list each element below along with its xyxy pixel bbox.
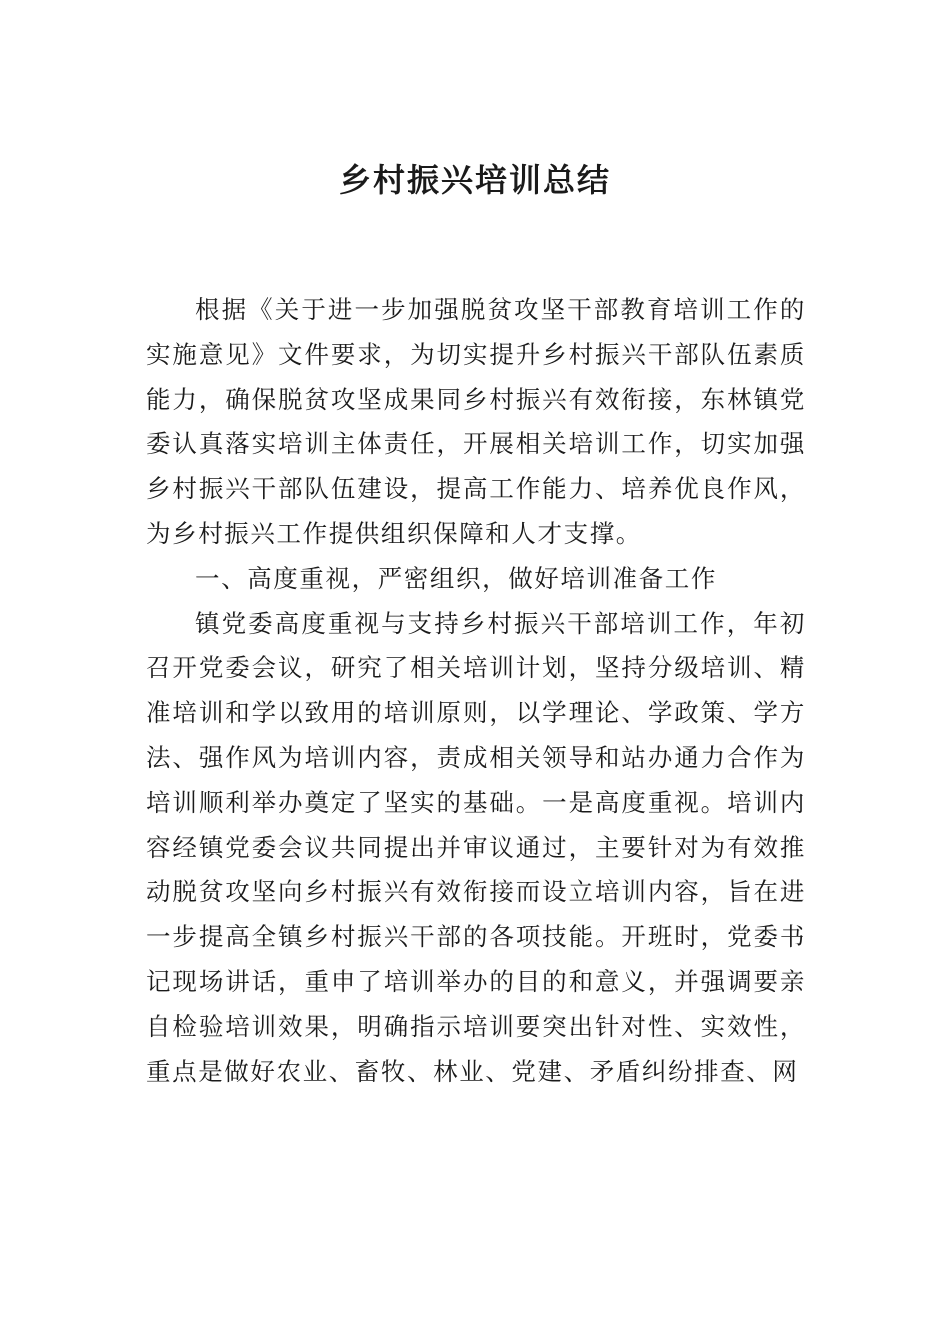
paragraph-section-1: 镇党委高度重视与支持乡村振兴干部培训工作，年初召开党委会议，研究了相关培训计划，坚持分级培训、精准培训和学以致用的培训原则，以学理论、学政策、学方法、强作风为培训内容，责成相关领导和站办通力合作为培训顺利举办奠定了坚实的基础。一是高度重视。培训内容经镇党委会议共同提出并审议通过，主要针对为有效推动脱贫攻坚向乡村振兴有效衔接而设立培训内容，旨在进一步提高全镇乡村振兴干部的各项技能。开班时，党委书记现场讲话，重申了培训举办的目的和意义，并强调要亲自检验培训效果，明确指示培训要突出针对性、实效性，重点是做好农业、畜牧、林业、党建、矛盾纠纷排查、网 — [146, 608, 806, 1086]
section-heading-1: 一、高度重视，严密组织，做好培训准备工作 — [195, 563, 717, 593]
paragraph-intro: 根据《关于进一步加强脱贫攻坚干部教育培训工作的实施意见》文件要求，为切实提升乡村振兴干部队伍素质能力，确保脱贫攻坚成果同乡村振兴有效衔接，东林镇党委认真落实培训主体责任，开展相关培训工作，切实加强乡村振兴干部队伍建设，提高工作能力、培养优良作风，为乡村振兴工作提供组织保障和人才支撑。 — [146, 295, 806, 548]
document-body — [146, 288, 806, 1094]
document-title: 乡村振兴培训总结 — [338, 161, 611, 199]
